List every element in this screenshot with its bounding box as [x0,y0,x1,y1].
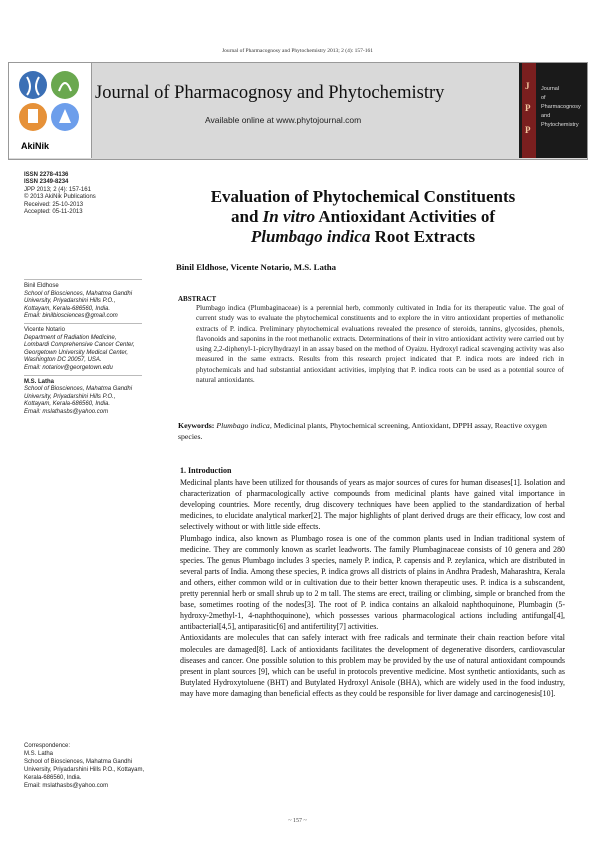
affiliation-email[interactable]: Email: mslathasbs@yahoo.com [24,408,109,415]
keywords-species: Plumbago indica, [216,421,272,430]
page-number: ~ 157 ~ [288,818,307,824]
issn-online: ISSN 2349-8234 [24,179,69,186]
correspondence-email[interactable]: Email: mslathasbs@yahoo.com [24,783,109,789]
jpp-words [541,85,581,130]
keywords-list: Medicinal plants, Phytochemical screening, Antioxidant, DPPH assay, Reactive oxygen species. [178,421,547,441]
affiliation-name: M.S. Latha [24,378,55,385]
jpp-letter: P [525,125,531,135]
jpp-logo [519,63,587,158]
affiliation-block [24,283,142,320]
section-heading: 1. Introduction [180,466,232,475]
affiliation-name: Vicente Notario [24,327,65,334]
divider [24,323,142,324]
divider [24,279,142,280]
correspondence-block [24,742,146,790]
abstract-heading: ABSTRACT [178,295,217,303]
received-date: Received: 25-10-2013 [24,201,84,208]
jpp-word: Phytochemistry [541,122,579,128]
jpp-word: Journal [541,86,560,92]
accepted-date: Accepted: 05-11-2013 [24,209,83,216]
keywords [178,420,563,442]
affiliation-text: School of Biosciences, Mahatma Gandhi University, Priyadarshini Hills P.O., Kottayam, Kerala-686560, India. [24,290,133,312]
affiliation-text: Department of Radiation Medicine, Lombardi Comprehensive Cancer Center, Georgetown University Medical Center, Washington DC 20057, USA. [24,334,135,364]
body-paragraph: Plumbago indica, also known as Plumbago rosea is one of the common plants used in Indian traditional system of medicine. They are commonly known as scarlet leadworts. The family Plumbaginaceae consists of 10 genera and 280 species. The genus Plumbago includes 3 species, namely P. indica, P. capensis and P. zeylanica, which are distributed in several parts of India. Among these species, P. indica grows all districts of plains in Andhra Pradesh, Maharashtra, Kerala and others, either common wild or in cultivation due to their better known therapeutic uses. P. indica is a subscandent, pretty perennial herb or small shrub up to 2 m tall. The stems are erect, trailing or climbing, simple or branched from the base, sometimes rooting of the nodes[3]. The root of P. indica contains an alkaloid naphthoquinone, Plumbagin (5-hydroxy-2methyl-1, 4-naphthoquinone), which possesses various pharmacological actions including antifungal[4], antibacterial[4,5], antiparasitic[6] and antifertility[7] activities. [180,533,565,632]
logo-circles-icon [9,63,91,141]
publisher-name: AkiNik [21,141,50,151]
jpp-letter: J [525,81,530,91]
affiliation-text: School of Biosciences, Mahatma Gandhi University, Priyadarshini Hills P.O., Kottayam, Kerala-686560, India. [24,386,133,408]
issn-print: ISSN 2278-4136 [24,172,69,178]
correspondence-address: School of Biosciences, Mahatma Gandhi University, Priyadarshini Hills P.O., Kottayam, Kerala-686560, India. [24,759,145,781]
authors: Binil Eldhose, Vicente Notario, M.S. Latha [176,262,337,272]
journal-url: Available online at www.phytojournal.com [205,115,362,125]
title-line [168,207,558,227]
jpp-word: Pharmacognosy [541,104,581,110]
jpp-word: and [541,113,551,119]
left-sidebar [24,172,142,416]
correspondence-name: M.S. Latha [24,751,54,757]
correspondence-label: Correspondence: [24,743,71,749]
affiliation-email[interactable]: Email: notariov@georgetown.edu [24,364,113,371]
affiliation-email[interactable]: Email: binilbiosciences@gmail.com [24,313,118,320]
keywords-label: Keywords: [178,421,215,430]
abstract-text: Plumbago indica (Plumbaginaceae) is a perennial herb, commonly cultivated in India for its therapeutic value. The goal of current study was to evaluate the phytochemical constituents and to explore the in vitro antioxidant properties of methanolic extracts of P. indica. Preliminary phytochemical evaluations revealed the presence of steroids, tannins, glycosides, phenols, flavonoids and saponins in the root methanolic extracts. Determinations of their in vitro antioxidant activity were carried out by using 2,2-diphenyl-1-picrylhydrazyl in an assay based on the method of Oyaizu. Hydroxyl radical scavenging activity was also measured in the same extracts. Results from this research project indicated that P. indica roots are indeed rich in phytochemicals and had substantial antioxidant activities, implying that P. indica roots can be used as a potential source of natural antioxidants. [196,304,564,385]
affiliation-block [24,327,142,371]
jpp-letter-strip [522,63,536,158]
title-fragment: Root Extracts [370,227,476,246]
copyright: © 2013 AkiNik Publications [24,194,96,201]
running-head: Journal of Pharmacognosy and Phytochemistry 2013; 2 (4): 157-161 [222,48,373,54]
citation: JPP 2013; 2 (4): 157-161 [24,186,91,193]
body-paragraph: Medicinal plants have been utilized for thousands of years as major sources of cures for human diseases[1]. Isolation and characterization of pharmacologically active compounds from medicinal plants have gained vital importance in developing countries. More recently, drug discovery techniques have been applied to the standardization of herbal medicines, to elucidate analytical marker[2]. The major highlights of plant derived drugs are their efficacy, low cost and selectively without or with little side effects. [180,478,565,532]
article-title [168,187,558,247]
title-line: Evaluation of Phytochemical Constituents [210,187,516,206]
journal-banner [8,62,588,160]
article-body [180,465,565,699]
title-fragment-italic: In vitro [262,207,316,226]
journal-title: Journal of Pharmacognosy and Phytochemistry [95,83,445,103]
jpp-letter: P [525,103,531,113]
jpp-word: of [541,95,546,101]
body-paragraph: Antioxidants are molecules that can safely interact with free radicals and terminate their chain reaction before vital molecules are damaged[8]. Lack of antioxidants facilitates the development of degenerative disorders, cardiovascular diseases and cancer. One possible solution to this problem may be provided by the use of natural antioxidant compounds present in plant sources [9], which can be useful in protocols preventive medicine. Most synthetic antioxidants, such as Butylated Hydroxytoluene (BHT) and Butylated Hydroxyl Anisole (BHA), which are widely used in the food industry, may have more damaging than beneficial effects as they could be responsible for liver damage and carcinogenesis[10]. [180,633,565,698]
title-fragment: Antioxidant Activities of [315,207,496,226]
title-fragment: and [230,207,263,226]
affiliation-block [24,379,142,416]
title-line [168,227,558,247]
divider [24,375,142,376]
affiliation-name: Binil Eldhose [24,283,59,290]
title-fragment-italic: Plumbago indica [250,227,371,246]
publisher-logo [9,63,92,158]
